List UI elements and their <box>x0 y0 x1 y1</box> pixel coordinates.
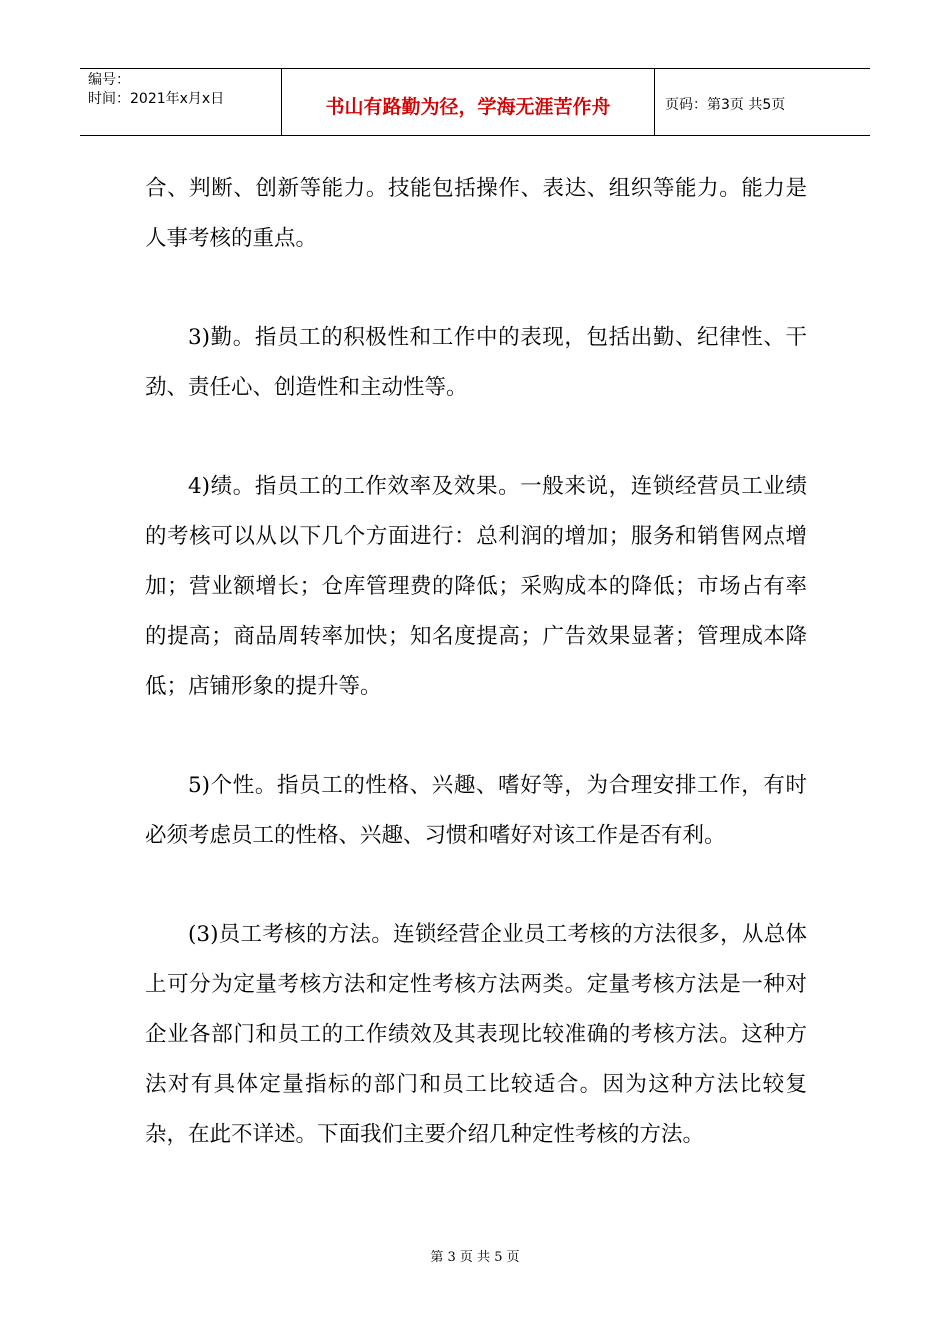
document-body <box>145 164 807 1209</box>
paragraph: 合、判断、创新等能力。技能包括操作、表达、组织等能力。能力是人事考核的重点。 <box>145 176 807 251</box>
document-header <box>80 68 870 136</box>
paragraph: 4)绩。指员工的工作效率及效果。一般来说，连锁经营员工业绩的考核可以从以下几个方面进行：总利润的增加；服务和销售网点增加；营业额增长；仓库管理费的降低；采购成本的降低；市场占有率的提高；商品周转率加快；知名度提高；广告效果显著；管理成本降低；店铺形象的提升等。 <box>145 474 807 699</box>
paragraph: (3)员工考核的方法。连锁经营企业员工考核的方法很多，从总体上可分为定量考核方法和定性考核方法两类。定量考核方法是一种对企业各部门和员工的工作绩效及其表现比较准确的考核方法。这种方法对有具体定量指标的部门和员工比较适合。因为这种方法比较复杂，在此不详述。下面我们主要介绍几种定性考核的方法。 <box>145 922 807 1147</box>
header-meta-cell <box>80 69 282 135</box>
paragraph: 5)个性。指员工的性格、兴趣、嗜好等，为合理安排工作，有时必须考虑员工的性格、兴趣、习惯和嗜好对该工作是否有利。 <box>145 773 807 848</box>
paragraph: 3)勤。指员工的积极性和工作中的表现，包括出勤、纪律性、干劲、责任心、创造性和主动性等。 <box>145 325 807 400</box>
header-page-info: 页码：第3页 共5页 <box>665 97 786 113</box>
page-footer: 第 3 页 共 5 页 <box>430 1250 520 1265</box>
header-motto: 书山有路勤为径，学海无涯苦作舟 <box>282 69 655 135</box>
document-number-label: 编号： <box>88 72 130 88</box>
document-date: 时间：2021年x月x日 <box>88 91 225 107</box>
